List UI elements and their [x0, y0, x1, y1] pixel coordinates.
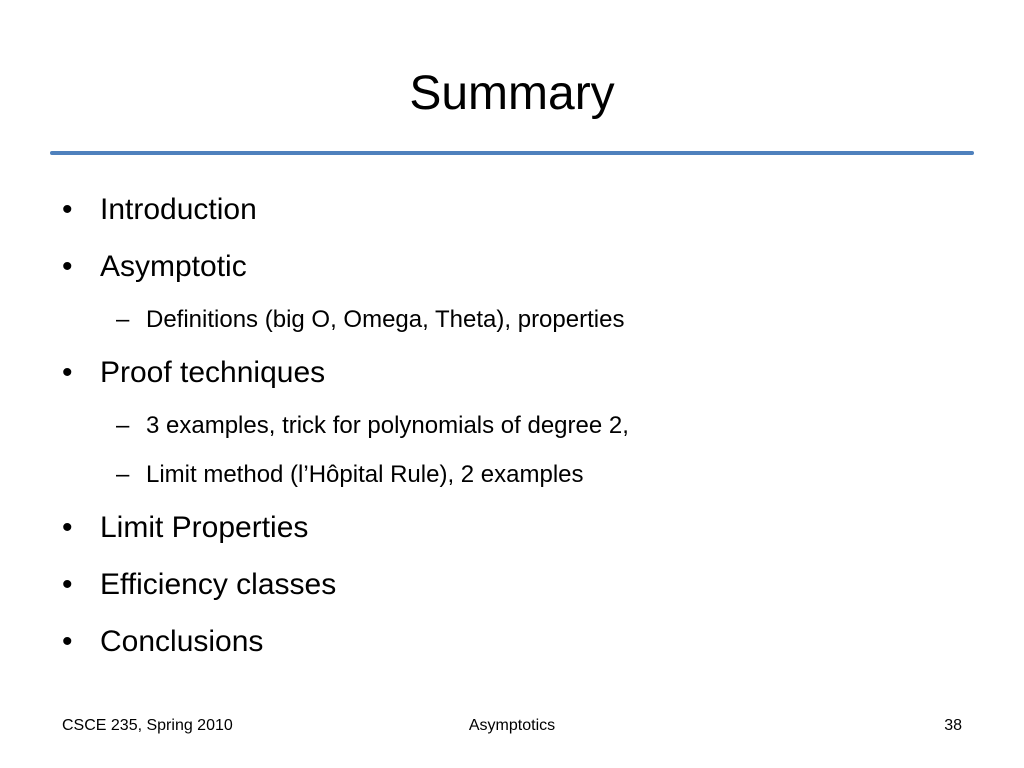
footer-topic: Asymptotics: [468, 717, 556, 734]
sub-bullet-marker: –: [116, 461, 130, 488]
sub-bullet-marker: –: [116, 306, 130, 333]
sub-item-limit-method: [116, 460, 584, 490]
bullet-item-conclusions: [62, 624, 263, 660]
bullet-item-asymptotic: [62, 249, 247, 285]
bullet-text: Conclusions: [100, 625, 264, 658]
bullet-text: Limit Properties: [100, 511, 309, 544]
bullet-item-introduction: [62, 192, 257, 228]
bullet-item-efficiency-classes: [62, 567, 336, 603]
bullet-marker: •: [62, 568, 73, 601]
sub-bullet-text: Definitions (big O, Omega, Theta), properties: [146, 306, 625, 333]
footer-page-number: 38: [944, 717, 962, 734]
bullet-marker: •: [62, 356, 73, 389]
sub-bullet-text: 3 examples, trick for polynomials of degree 2,: [146, 412, 629, 439]
sub-item-examples: [116, 411, 629, 441]
bullet-marker: •: [62, 511, 73, 544]
footer-course: CSCE 235, Spring 2010: [62, 717, 233, 734]
bullet-marker: •: [62, 193, 73, 226]
bullet-text: Introduction: [100, 193, 257, 226]
bullet-text: Proof techniques: [100, 356, 326, 389]
slide-title: Summary: [409, 67, 615, 120]
bullet-text: Asymptotic: [100, 250, 247, 283]
sub-bullet-text: Limit method (l’Hôpital Rule), 2 examples: [146, 461, 584, 488]
bullet-item-limit-properties: [62, 510, 308, 546]
bullet-text: Efficiency classes: [100, 568, 337, 601]
sub-bullet-marker: –: [116, 412, 130, 439]
bullet-item-proof-techniques: [62, 355, 325, 391]
sub-item-definitions: [116, 305, 624, 335]
bullet-marker: •: [62, 625, 73, 658]
bullet-marker: •: [62, 250, 73, 283]
